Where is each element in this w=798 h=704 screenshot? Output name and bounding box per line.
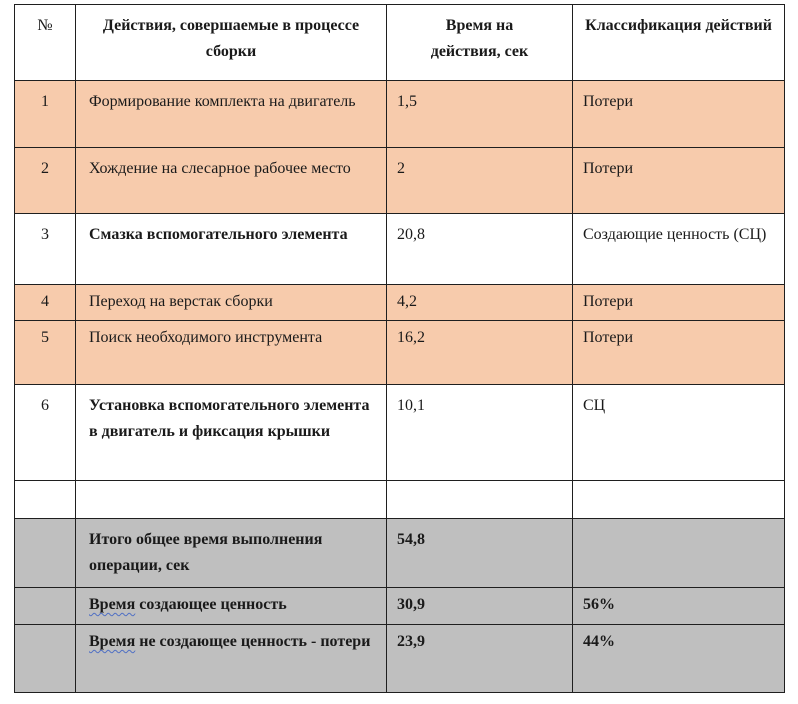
table-row [15, 81, 785, 148]
summary-nonvalue-time: 23,9 [387, 625, 573, 693]
row-number: 2 [15, 148, 76, 214]
summary-total-time: 54,8 [387, 519, 573, 588]
document-page [14, 4, 785, 693]
summary-nonvalue-label-rest: не создающее ценность - потери [135, 633, 371, 650]
row-classification: СЦ [573, 385, 785, 481]
empty-cell [573, 481, 785, 519]
row-action: Хождение на слесарное рабочее место [76, 148, 387, 214]
header-classification: Классификация действий [573, 5, 785, 81]
row-number: 5 [15, 321, 76, 385]
summary-value-label [76, 588, 387, 625]
summary-value-label-word: Время [89, 596, 136, 613]
table-row [15, 321, 785, 385]
row-action: Переход на верстак сборки [76, 285, 387, 321]
row-classification: Потери [573, 148, 785, 214]
row-classification: Создающие ценность (СЦ) [573, 214, 785, 285]
row-action: Смазка вспомогательного элемента [76, 214, 387, 285]
row-number: 3 [15, 214, 76, 285]
header-number: № [15, 5, 76, 81]
table-row [15, 214, 785, 285]
summary-nonvalue-percent: 44% [573, 625, 785, 693]
row-time: 1,5 [387, 81, 573, 148]
empty-cell [76, 481, 387, 519]
summary-total-percent [573, 519, 785, 588]
row-classification: Потери [573, 81, 785, 148]
summary-blank-cell [15, 588, 76, 625]
summary-row-value [15, 588, 785, 625]
summary-row-total [15, 519, 785, 588]
row-time: 2 [387, 148, 573, 214]
summary-nonvalue-label [76, 625, 387, 693]
summary-blank-cell [15, 519, 76, 588]
table-row [15, 385, 785, 481]
row-time: 10,1 [387, 385, 573, 481]
header-row [15, 5, 785, 81]
header-action: Действия, совершаемые в процессе сборки [76, 5, 387, 81]
row-time: 16,2 [387, 321, 573, 385]
row-classification: Потери [573, 321, 785, 385]
row-action: Установка вспомогательного элемента в двигатель и фиксация крышки [76, 385, 387, 481]
empty-cell [15, 481, 76, 519]
row-time: 4,2 [387, 285, 573, 321]
summary-nonvalue-label-word: Время [89, 633, 136, 650]
empty-row [15, 481, 785, 519]
row-action: Формирование комплекта на двигатель [76, 81, 387, 148]
table-row [15, 285, 785, 321]
row-number: 4 [15, 285, 76, 321]
empty-cell [387, 481, 573, 519]
row-number: 6 [15, 385, 76, 481]
summary-row-nonvalue [15, 625, 785, 693]
header-time: Время на действия, сек [387, 5, 573, 81]
summary-value-percent: 56% [573, 588, 785, 625]
assembly-actions-table [14, 4, 785, 693]
row-action: Поиск необходимого инструмента [76, 321, 387, 385]
summary-value-label-rest: создающее ценность [135, 596, 287, 613]
summary-total-label: Итого общее время выполнения операции, сек [76, 519, 387, 588]
summary-blank-cell [15, 625, 76, 693]
row-time: 20,8 [387, 214, 573, 285]
row-number: 1 [15, 81, 76, 148]
row-classification: Потери [573, 285, 785, 321]
table-row [15, 148, 785, 214]
summary-value-time: 30,9 [387, 588, 573, 625]
